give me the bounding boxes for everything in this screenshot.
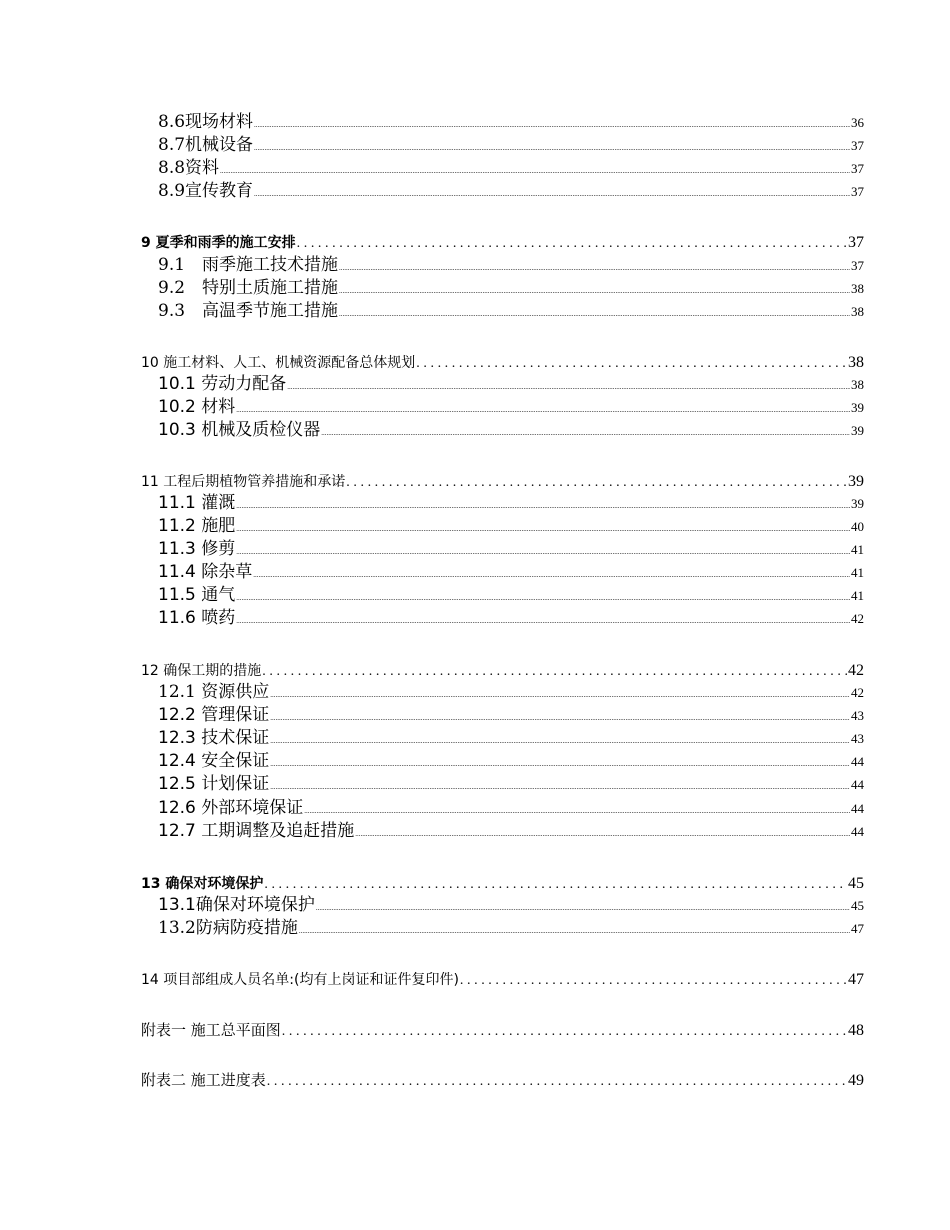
dot-leader	[236, 399, 850, 419]
toc-entry-9-2[interactable]	[158, 277, 864, 300]
toc-entry-title: 12.1 资源供应	[158, 682, 270, 702]
dot-leader	[416, 352, 847, 375]
toc-entry-page: 39	[851, 423, 864, 438]
toc-entry-page: 40	[851, 519, 864, 534]
toc-entry-12-6[interactable]	[158, 797, 864, 820]
toc-appendix-2[interactable]	[141, 1068, 864, 1092]
toc-entry-title: 8.8资料	[158, 158, 220, 178]
toc-entry-page: 45	[851, 898, 864, 913]
toc-entry-page: 42	[851, 685, 864, 700]
toc-entry-13-2[interactable]	[158, 917, 864, 940]
dot-leader	[253, 564, 850, 584]
toc-chapter-page: 38	[848, 354, 864, 371]
toc-chapter-title: 11 工程后期植物管养措施和承诺	[141, 474, 346, 490]
toc-entry-page: 44	[851, 801, 864, 816]
toc-entry-title: 12.4 安全保证	[158, 751, 270, 771]
toc-chapter-page: 42	[848, 662, 864, 679]
toc-entry-page: 37	[851, 184, 864, 199]
dot-leader	[236, 495, 850, 515]
toc-entry-page: 39	[851, 496, 864, 511]
toc-chapter-14[interactable]	[141, 968, 864, 992]
toc-chapter-13[interactable]	[141, 872, 864, 896]
toc-entry-title: 11.4 除杂草	[158, 562, 253, 582]
toc-appendix-1[interactable]	[141, 1018, 864, 1042]
dot-leader	[339, 257, 850, 277]
toc-entry-12-4[interactable]	[158, 750, 864, 773]
toc-chapter-title: 13 确保对环境保护	[141, 876, 264, 892]
toc-entry-9-3[interactable]	[158, 300, 864, 323]
dot-leader	[254, 137, 850, 157]
toc-entry-title: 11.2 施肥	[158, 516, 236, 536]
toc-entry-11-6[interactable]	[158, 607, 864, 630]
toc-entry-title: 9.3 高温季节施工措施	[158, 301, 339, 321]
toc-entry-10-1[interactable]	[158, 373, 864, 396]
toc-entry-title: 10.3 机械及质检仪器	[158, 420, 321, 440]
toc-entry-page: 44	[851, 777, 864, 792]
toc-entry-title: 8.9宣传教育	[158, 181, 254, 201]
toc-entry-title: 12.5 计划保证	[158, 774, 270, 794]
dot-leader	[321, 422, 850, 442]
toc-chapter-10[interactable]	[141, 351, 864, 375]
dot-leader	[346, 471, 847, 494]
toc-entry-page: 38	[851, 281, 864, 296]
toc-chapter-page: 39	[848, 473, 864, 490]
toc-entry-page: 39	[851, 400, 864, 415]
toc-entry-12-1[interactable]	[158, 681, 864, 704]
dot-leader	[254, 183, 850, 203]
toc-entry-title: 12.7 工期调整及追赶措施	[158, 821, 355, 841]
toc-entry-page: 41	[851, 565, 864, 580]
toc-entry-10-3[interactable]	[158, 419, 864, 442]
toc-entry-page: 44	[851, 754, 864, 769]
toc-entry-8-8[interactable]	[158, 157, 864, 180]
dot-leader	[270, 776, 850, 796]
dot-leader	[254, 114, 850, 134]
toc-entry-11-4[interactable]	[158, 561, 864, 584]
dot-leader	[267, 1070, 847, 1092]
dot-leader	[236, 518, 850, 538]
toc-chapter-page: 37	[848, 234, 864, 251]
toc-entry-page: 47	[851, 921, 864, 936]
toc-appendix-page: 49	[848, 1072, 864, 1089]
toc-entry-page: 37	[851, 138, 864, 153]
toc-appendix-page: 48	[848, 1022, 864, 1039]
toc-entry-12-2[interactable]	[158, 704, 864, 727]
toc-entry-title: 12.3 技术保证	[158, 728, 270, 748]
dot-leader	[355, 823, 850, 843]
dot-leader	[282, 1020, 847, 1042]
toc-entry-10-2[interactable]	[158, 396, 864, 419]
toc-entry-12-7[interactable]	[158, 820, 864, 843]
dot-leader	[264, 873, 847, 896]
toc-chapter-page: 47	[848, 971, 864, 988]
dot-leader	[287, 376, 850, 396]
toc-chapter-11[interactable]	[141, 470, 864, 494]
toc-entry-page: 41	[851, 542, 864, 557]
toc-entry-8-6[interactable]	[158, 111, 864, 134]
dot-leader	[236, 587, 850, 607]
toc-entry-page: 41	[851, 588, 864, 603]
toc-entry-12-3[interactable]	[158, 727, 864, 750]
toc-entry-page: 36	[851, 115, 864, 130]
dot-leader	[236, 541, 850, 561]
toc-entry-page: 37	[851, 161, 864, 176]
toc-appendix-title: 附表二 施工进度表	[141, 1071, 266, 1089]
toc-entry-9-1[interactable]	[158, 254, 864, 277]
toc-entry-title: 11.1 灌溉	[158, 493, 236, 513]
toc-entry-title: 9.1 雨季施工技术措施	[158, 255, 339, 275]
toc-entry-page: 37	[851, 258, 864, 273]
dot-leader	[270, 684, 850, 704]
dot-leader	[270, 707, 850, 727]
toc-chapter-title: 12 确保工期的措施	[141, 663, 262, 679]
toc-chapter-title: 14 项目部组成人员名单:(均有上岗证和证件复印件)	[141, 972, 459, 988]
dot-leader	[460, 969, 847, 992]
dot-leader	[339, 303, 850, 323]
toc-entry-12-5[interactable]	[158, 773, 864, 796]
toc-entry-8-7[interactable]	[158, 134, 864, 157]
dot-leader	[297, 232, 847, 255]
toc-entry-11-5[interactable]	[158, 584, 864, 607]
toc-entry-title: 8.6现场材料	[158, 112, 254, 132]
toc-entry-13-1[interactable]	[158, 894, 864, 917]
toc-chapter-12[interactable]	[141, 659, 864, 683]
dot-leader	[236, 610, 850, 630]
toc-entry-page: 38	[851, 377, 864, 392]
toc-chapter-title: 10 施工材料、人工、机械资源配备总体规划	[141, 355, 416, 371]
dot-leader	[316, 897, 850, 917]
toc-chapter-title: 9 夏季和雨季的施工安排	[141, 235, 296, 251]
toc-entry-title: 11.3 修剪	[158, 539, 236, 559]
toc-entry-title: 11.5 通气	[158, 585, 236, 605]
toc-entry-title: 10.2 材料	[158, 397, 236, 417]
toc-entry-11-3[interactable]	[158, 538, 864, 561]
toc-entry-8-9[interactable]	[158, 180, 864, 203]
toc-entry-title: 13.1确保对环境保护	[158, 895, 315, 915]
dot-leader	[220, 160, 850, 180]
toc-entry-page: 43	[851, 731, 864, 746]
dot-leader	[270, 730, 850, 750]
dot-leader	[270, 753, 850, 773]
toc-chapter-9[interactable]	[141, 231, 864, 255]
toc-entry-page: 44	[851, 824, 864, 839]
dot-leader	[339, 280, 850, 300]
toc-appendix-title: 附表一 施工总平面图	[141, 1021, 281, 1039]
dot-leader	[262, 660, 847, 683]
toc-entry-page: 42	[851, 611, 864, 626]
toc-entry-page: 38	[851, 304, 864, 319]
toc-entry-page: 43	[851, 708, 864, 723]
toc-entry-title: 8.7机械设备	[158, 135, 254, 155]
toc-entry-title: 11.6 喷药	[158, 608, 236, 628]
toc-entry-title: 12.6 外部环境保证	[158, 798, 304, 818]
toc-entry-title: 13.2防病防疫措施	[158, 918, 298, 938]
toc-entry-title: 10.1 劳动力配备	[158, 374, 287, 394]
dot-leader	[299, 920, 850, 940]
dot-leader	[304, 800, 850, 820]
toc-entry-title: 12.2 管理保证	[158, 705, 270, 725]
toc-entry-11-2[interactable]	[158, 515, 864, 538]
toc-chapter-page: 45	[848, 875, 864, 892]
toc-entry-11-1[interactable]	[158, 492, 864, 515]
toc-entry-title: 9.2 特别土质施工措施	[158, 278, 339, 298]
